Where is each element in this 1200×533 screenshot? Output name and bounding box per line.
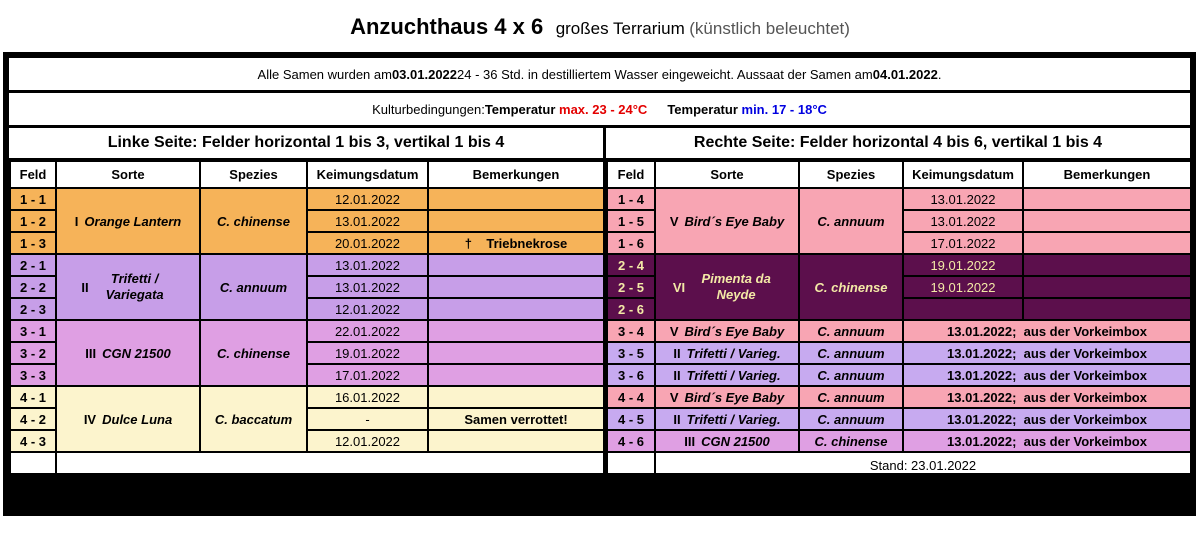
sorte-cell	[56, 320, 200, 386]
sorte-name: Trifetti / Varieg.	[686, 345, 781, 361]
feld-cell: 4 - 6	[607, 430, 655, 452]
feld-cell: 1 - 2	[10, 210, 56, 232]
sorte-cell	[655, 320, 799, 342]
remark-cell	[428, 298, 604, 320]
remark-cell	[1023, 298, 1191, 320]
table-row	[607, 188, 1191, 210]
table-row	[607, 408, 1191, 430]
remark-cell: Samen verrottet!	[428, 408, 604, 430]
remark-cell	[1023, 210, 1191, 232]
date-cell: 13.01.2022	[903, 188, 1023, 210]
info-cell: 13.01.2022; aus der Vorkeimbox	[903, 386, 1191, 408]
spezies-cell: C. annuum	[799, 408, 903, 430]
feld-cell: 4 - 4	[607, 386, 655, 408]
sorte-cell	[655, 342, 799, 364]
feld-cell: 2 - 6	[607, 298, 655, 320]
blank-cell	[56, 452, 604, 474]
sorte-cell	[655, 408, 799, 430]
blank-row	[10, 452, 604, 474]
remark-cell	[428, 342, 604, 364]
col-feld: Feld	[10, 161, 56, 188]
date-cell: 12.01.2022	[307, 188, 428, 210]
group-number: V	[669, 213, 679, 229]
spezies-cell: C. annuum	[799, 342, 903, 364]
conditions-label: Kulturbedingungen:	[372, 101, 485, 117]
remark-cell	[1023, 254, 1191, 276]
sowing-date: 04.01.2022	[872, 66, 938, 82]
feld-cell: 2 - 2	[10, 276, 56, 298]
right-section	[606, 128, 1190, 513]
table-row	[10, 320, 604, 342]
group-number: II	[673, 345, 681, 361]
conditions-note	[9, 93, 1190, 125]
col-keimungsdatum: Keimungsdatum	[903, 161, 1023, 188]
sorte-name: Dulce Luna	[102, 411, 173, 427]
sorte-name: Trifetti / Varieg.	[686, 411, 781, 427]
left-heading: Linke Seite: Felder horizontal 1 bis 3, vertikal 1 bis 4	[9, 128, 603, 158]
col-sorte: Sorte	[655, 161, 799, 188]
group-number: III	[684, 433, 696, 449]
table-row	[607, 254, 1191, 276]
sorte-cell	[655, 188, 799, 254]
left-table	[9, 160, 605, 475]
col-spezies: Spezies	[799, 161, 903, 188]
remark-cell	[1023, 276, 1191, 298]
date-cell: 17.01.2022	[307, 364, 428, 386]
feld-cell: 2 - 5	[607, 276, 655, 298]
remark-cell	[428, 188, 604, 210]
group-number: V	[669, 389, 679, 405]
table-row	[607, 342, 1191, 364]
table-row	[607, 364, 1191, 386]
soak-date: 03.01.2022	[391, 66, 458, 82]
spezies-cell: C. chinense	[200, 320, 307, 386]
feld-cell: 1 - 3	[10, 232, 56, 254]
date-cell: 13.01.2022	[307, 210, 428, 232]
date-cell: 20.01.2022	[307, 232, 428, 254]
stand-date: Stand: 23.01.2022	[655, 452, 1191, 474]
sorte-cell	[56, 188, 200, 254]
table-row	[607, 386, 1191, 408]
spezies-cell: C. annuum	[799, 386, 903, 408]
remark-cell	[428, 254, 604, 276]
date-cell: 12.01.2022	[307, 298, 428, 320]
sorte-name: Bird´s Eye Baby	[684, 389, 785, 405]
info-cell: 13.01.2022; aus der Vorkeimbox	[903, 430, 1191, 452]
remark-cell: † Triebnekrose	[428, 232, 604, 254]
sorte-cell	[655, 386, 799, 408]
date-cell: 17.01.2022	[903, 232, 1023, 254]
group-number: VI	[672, 279, 686, 295]
date-cell: 13.01.2022	[307, 254, 428, 276]
right-table	[606, 160, 1192, 475]
group-number: II	[81, 279, 89, 295]
feld-cell: 4 - 5	[607, 408, 655, 430]
group-number: II	[673, 367, 681, 383]
date-cell: 13.01.2022	[903, 210, 1023, 232]
date-cell: 19.01.2022	[307, 342, 428, 364]
table-row	[607, 430, 1191, 452]
soak-note-text: Alle Samen wurden am	[257, 66, 392, 82]
spezies-cell: C. annuum	[799, 320, 903, 342]
feld-cell: 4 - 2	[10, 408, 56, 430]
soak-note-text-2: 24 - 36 Std. in destilliertem Wasser eingeweicht. Aussaat der Samen am	[457, 66, 873, 82]
remark-cell	[428, 210, 604, 232]
group-number: IV	[83, 411, 97, 427]
group-number: I	[74, 213, 79, 229]
sorte-name: Bird´s Eye Baby	[684, 323, 785, 339]
col-keimungsdatum: Keimungsdatum	[307, 161, 428, 188]
title-main: Anzuchthaus 4 x 6	[350, 14, 544, 39]
sorte-cell	[56, 386, 200, 452]
remark-cell	[1023, 188, 1191, 210]
col-bemerkungen: Bemerkungen	[1023, 161, 1191, 188]
group-number: III	[85, 345, 97, 361]
spezies-cell: C. baccatum	[200, 386, 307, 452]
sorte-name: Orange Lantern	[84, 213, 182, 229]
group-number: V	[669, 323, 679, 339]
date-cell: 16.01.2022	[307, 386, 428, 408]
soak-note-end: .	[937, 66, 942, 82]
feld-cell: 1 - 6	[607, 232, 655, 254]
sorte-name: Trifetti / Varieg.	[686, 367, 781, 383]
title-sub2: (künstlich beleuchtet)	[689, 19, 850, 38]
planting-sheet	[3, 52, 1196, 516]
spezies-cell: C. chinense	[200, 188, 307, 254]
col-feld: Feld	[607, 161, 655, 188]
feld-cell: 1 - 4	[607, 188, 655, 210]
sorte-cell	[56, 254, 200, 320]
sorte-name: Bird´s Eye Baby	[684, 213, 785, 229]
feld-cell: 3 - 1	[10, 320, 56, 342]
sorte-name: CGN 21500	[701, 433, 770, 449]
remark-cell	[428, 430, 604, 452]
remark-cell	[428, 320, 604, 342]
table-row	[10, 386, 604, 408]
temp-max-label: Temperatur	[484, 101, 556, 117]
soak-note	[9, 58, 1190, 90]
feld-cell: 2 - 1	[10, 254, 56, 276]
feld-cell: 3 - 5	[607, 342, 655, 364]
remark-cell	[428, 276, 604, 298]
feld-cell: 3 - 6	[607, 364, 655, 386]
feld-cell: 3 - 3	[10, 364, 56, 386]
group-number: II	[673, 411, 681, 427]
date-cell: 19.01.2022	[903, 254, 1023, 276]
col-sorte: Sorte	[56, 161, 200, 188]
temp-min-label: Temperatur	[667, 101, 738, 117]
info-cell: 13.01.2022; aus der Vorkeimbox	[903, 342, 1191, 364]
right-heading: Rechte Seite: Felder horizontal 4 bis 6, vertikal 1 bis 4	[606, 128, 1190, 158]
feld-cell: 2 - 3	[10, 298, 56, 320]
sorte-name: CGN 21500	[102, 345, 171, 361]
date-cell: -	[307, 408, 428, 430]
info-cell: 13.01.2022; aus der Vorkeimbox	[903, 320, 1191, 342]
blank-cell	[607, 452, 655, 474]
feld-cell: 4 - 1	[10, 386, 56, 408]
blank-row	[607, 452, 1191, 474]
col-bemerkungen: Bemerkungen	[428, 161, 604, 188]
title-sub: großes Terrarium	[555, 19, 685, 38]
date-cell: 19.01.2022	[903, 276, 1023, 298]
date-cell: 12.01.2022	[307, 430, 428, 452]
sorte-name: Trifetti / Variegata	[105, 271, 164, 302]
left-section	[9, 128, 603, 513]
spezies-cell: C. annuum	[200, 254, 307, 320]
temp-max-value: max. 23 - 24°C	[559, 101, 648, 117]
spezies-cell: C. chinense	[799, 430, 903, 452]
table-row	[10, 188, 604, 210]
remark-cell	[428, 364, 604, 386]
spezies-cell: C. annuum	[799, 188, 903, 254]
info-cell: 13.01.2022; aus der Vorkeimbox	[903, 364, 1191, 386]
col-spezies: Spezies	[200, 161, 307, 188]
remark-cell	[428, 386, 604, 408]
feld-cell: 2 - 4	[607, 254, 655, 276]
page-title	[0, 14, 1200, 40]
sorte-name: Pimenta da Neyde	[701, 271, 771, 302]
table-row	[10, 254, 604, 276]
info-cell: 13.01.2022; aus der Vorkeimbox	[903, 408, 1191, 430]
feld-cell: 3 - 2	[10, 342, 56, 364]
sorte-cell	[655, 364, 799, 386]
date-cell: 22.01.2022	[307, 320, 428, 342]
temp-min-value: min. 17 - 18°C	[741, 101, 827, 117]
feld-cell: 1 - 1	[10, 188, 56, 210]
sorte-cell	[655, 430, 799, 452]
feld-cell: 3 - 4	[607, 320, 655, 342]
feld-cell: 1 - 5	[607, 210, 655, 232]
spezies-cell: C. annuum	[799, 364, 903, 386]
date-cell: 13.01.2022	[307, 276, 428, 298]
date-cell	[903, 298, 1023, 320]
remark-cell	[1023, 232, 1191, 254]
spezies-cell: C. chinense	[799, 254, 903, 320]
blank-cell	[10, 452, 56, 474]
table-row	[607, 320, 1191, 342]
feld-cell: 4 - 3	[10, 430, 56, 452]
sorte-cell	[655, 254, 799, 320]
